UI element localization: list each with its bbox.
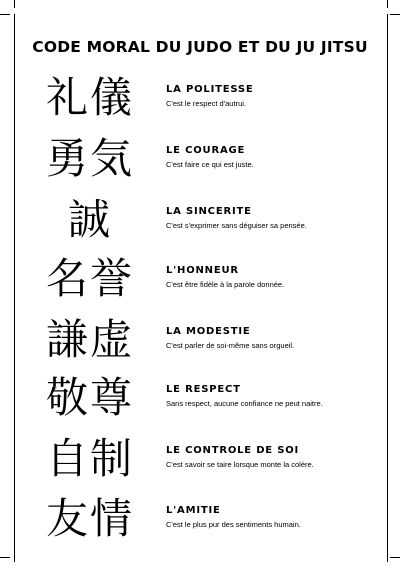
virtue-name: LA POLITESSE [166,84,254,95]
kanji-sincerite: 誠 [67,195,112,244]
top-crop-mark-vertical-left [14,0,15,8]
virtue-row-politesse [0,69,400,127]
virtue-row-respect [0,369,400,427]
top-crop-mark-left [0,14,10,15]
virtue-row-modestie [0,311,400,369]
virtue-name: LE COURAGE [166,145,246,156]
virtue-description: C'est parler de soi-même sans orgueil. [166,341,295,350]
virtue-row-controle [0,430,400,488]
kanji-modestie: 謙虚 [45,315,134,364]
virtue-description: Sans respect, aucune confiance ne peut naitre. [166,399,323,408]
virtue-name: LA SINCERITE [166,206,252,217]
page-title: CODE MORAL DU JUDO ET DU JU JITSU [32,38,368,56]
virtue-row-courage [0,130,400,188]
kanji-controle: 自制 [45,434,134,483]
virtue-description: C'est s'exprimer sans déguiser sa pensée. [166,221,307,230]
virtue-description: C'est le respect d'autrui. [166,99,246,108]
bottom-crop-mark-right [390,557,400,558]
virtue-name: LA MODESTIE [166,326,251,337]
kanji-amitie: 友情 [45,494,134,543]
virtue-name: LE CONTROLE DE SOI [166,445,300,456]
virtue-name: LE RESPECT [166,384,241,395]
top-crop-mark-vertical-right [387,0,388,8]
kanji-honneur: 名誉 [45,254,134,303]
virtue-description: C'est le plus pur des sentiments humain. [166,520,301,529]
kanji-courage: 勇気 [45,134,134,183]
virtue-name: L'HONNEUR [166,265,239,276]
virtue-description: C'est faire ce qui est juste. [166,160,254,169]
top-crop-mark-right [390,14,400,15]
virtue-description: C'est être fidèle à la parole donnée. [166,280,285,289]
virtue-row-honneur [0,250,400,308]
kanji-respect: 敬尊 [45,373,134,422]
virtue-name: L'AMITIE [166,505,221,516]
virtue-row-sincerite [0,191,400,249]
virtue-description: C'est savoir se taire lorsque monte la colère. [166,460,314,469]
bottom-crop-mark-left [0,557,10,558]
virtue-row-amitie [0,490,400,548]
kanji-politesse: 礼儀 [45,73,134,122]
